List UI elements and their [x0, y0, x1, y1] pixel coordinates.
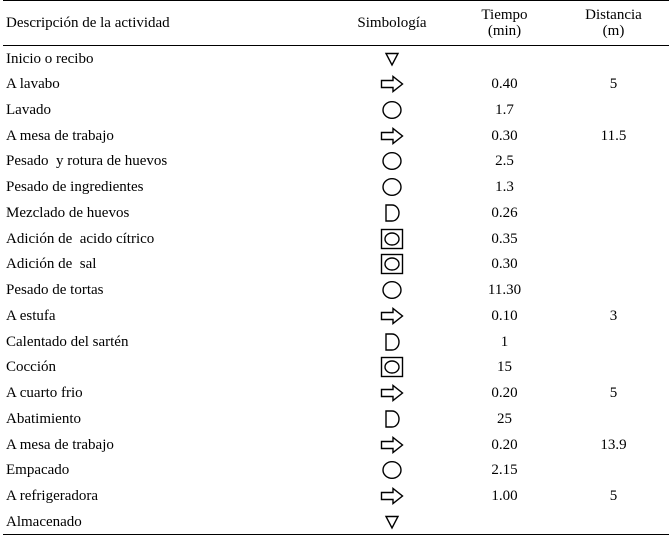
time-cell: 1.00 [491, 488, 518, 505]
distance-cell: 3 [609, 307, 618, 324]
distance-cell: 5 [609, 488, 618, 505]
symbol-cell [333, 226, 451, 252]
time-cell: 0.20 [491, 385, 518, 402]
distance-cell [558, 174, 669, 200]
time-cell: 0.10 [491, 307, 518, 324]
distance-cell [558, 355, 669, 381]
activity-cell: A cuarto frio [6, 385, 83, 402]
activity-cell: Abatimiento [6, 410, 81, 427]
activity-cell: Pesado de tortas [6, 282, 104, 299]
table-row [3, 71, 669, 97]
operation-circle-icon [333, 100, 451, 120]
table-row [3, 226, 669, 252]
transport-arrow-icon [333, 75, 451, 93]
symbol-cell [333, 458, 451, 484]
operation-circle-icon [333, 280, 451, 300]
distance-cell: 5 [609, 385, 618, 402]
activity-cell: Adición de sal [6, 256, 97, 273]
header-distance-title: Distancia [585, 7, 642, 23]
activity-cell: Calentado del sartén [6, 333, 129, 350]
symbol-cell [333, 71, 451, 97]
operation-circle-icon [333, 177, 451, 197]
table-row [3, 123, 669, 149]
activity-cell: Pesado de ingredientes [6, 179, 144, 196]
time-cell: 2.5 [495, 153, 514, 170]
symbol-cell [333, 329, 451, 355]
delay-d-icon [333, 409, 451, 429]
table-row [3, 277, 669, 303]
header-distance-unit: (m) [602, 23, 625, 39]
time-cell: 1.3 [495, 179, 514, 196]
header-distance [558, 1, 669, 46]
header-time [451, 1, 558, 46]
symbol-cell [333, 509, 451, 535]
combined-operation-inspection-icon [333, 228, 451, 250]
time-cell: 0.30 [491, 256, 518, 273]
header-symbol: Simbología [333, 1, 451, 46]
table-row [3, 149, 669, 175]
header-time-title: Tiempo [481, 7, 528, 23]
distance-cell [558, 252, 669, 278]
activity-cell: Inicio o recibo [6, 50, 94, 67]
time-cell: 0.35 [491, 230, 518, 247]
symbol-cell [333, 174, 451, 200]
time-cell: 25 [497, 410, 512, 427]
combined-operation-inspection-icon [333, 253, 451, 275]
symbol-cell [333, 46, 451, 72]
table-row [3, 458, 669, 484]
time-cell: 1.7 [495, 101, 514, 118]
delay-d-icon [333, 332, 451, 352]
distance-cell [558, 200, 669, 226]
table-row [3, 46, 669, 72]
activity-cell: Lavado [6, 101, 51, 118]
symbol-cell [333, 200, 451, 226]
time-cell: 0.20 [491, 436, 518, 453]
symbol-cell [333, 380, 451, 406]
time-cell [451, 509, 558, 535]
distance-cell [558, 46, 669, 72]
symbol-cell [333, 97, 451, 123]
delay-d-icon [333, 203, 451, 223]
symbol-cell [333, 123, 451, 149]
table-row [3, 406, 669, 432]
transport-arrow-icon [333, 307, 451, 325]
distance-cell [558, 458, 669, 484]
activity-cell: Adición de acido cítrico [6, 230, 155, 247]
activity-cell: A refrigeradora [6, 488, 99, 505]
time-cell: 15 [497, 359, 512, 376]
symbol-cell [333, 277, 451, 303]
distance-cell [558, 406, 669, 432]
activity-cell: Mezclado de huevos [6, 204, 130, 221]
table-row [3, 509, 669, 535]
distance-cell: 13.9 [600, 436, 627, 453]
process-table [3, 0, 669, 535]
header-row [3, 1, 669, 46]
time-cell: 0.30 [491, 127, 518, 144]
table-row [3, 97, 669, 123]
distance-cell: 5 [609, 76, 618, 93]
time-cell: 11.30 [487, 282, 522, 299]
time-cell: 0.40 [491, 76, 518, 93]
distance-cell [558, 226, 669, 252]
transport-arrow-icon [333, 127, 451, 145]
activity-cell: A mesa de trabajo [6, 127, 114, 144]
header-activity: Descripción de la actividad [3, 1, 333, 46]
distance-cell [558, 277, 669, 303]
activity-cell: Almacenado [3, 509, 333, 535]
table-body [3, 46, 669, 535]
activity-cell: Cocción [6, 359, 56, 376]
symbol-cell [333, 483, 451, 509]
operation-circle-icon [333, 460, 451, 480]
activity-cell: A estufa [6, 307, 56, 324]
symbol-cell [333, 303, 451, 329]
distance-cell [558, 329, 669, 355]
time-cell: 2.15 [491, 462, 518, 479]
transport-arrow-icon [333, 487, 451, 505]
symbol-cell [333, 406, 451, 432]
distance-cell [558, 97, 669, 123]
time-cell: 1 [500, 333, 509, 350]
activity-cell: A lavabo [6, 76, 60, 93]
storage-triangle-icon [333, 51, 451, 67]
activity-cell: Empacado [6, 462, 70, 479]
symbol-cell [333, 432, 451, 458]
activity-cell: Pesado y rotura de huevos [6, 153, 168, 170]
time-cell: 0.26 [491, 204, 518, 221]
symbol-cell [333, 355, 451, 381]
table-row [3, 174, 669, 200]
symbol-cell [333, 252, 451, 278]
transport-arrow-icon [333, 384, 451, 402]
table-row [3, 380, 669, 406]
table-row [3, 252, 669, 278]
transport-arrow-icon [333, 436, 451, 454]
distance-cell: 11.5 [600, 127, 627, 144]
table-row [3, 483, 669, 509]
table-row [3, 432, 669, 458]
time-cell [451, 46, 558, 72]
combined-operation-inspection-icon [333, 356, 451, 378]
table-row [3, 355, 669, 381]
storage-triangle-icon [333, 514, 451, 530]
distance-cell [558, 149, 669, 175]
activity-cell: A mesa de trabajo [6, 436, 114, 453]
table-row [3, 200, 669, 226]
symbol-cell [333, 149, 451, 175]
operation-circle-icon [333, 151, 451, 171]
header-time-unit: (min) [487, 23, 522, 39]
table-row [3, 329, 669, 355]
table-row [3, 303, 669, 329]
distance-cell [558, 509, 669, 535]
